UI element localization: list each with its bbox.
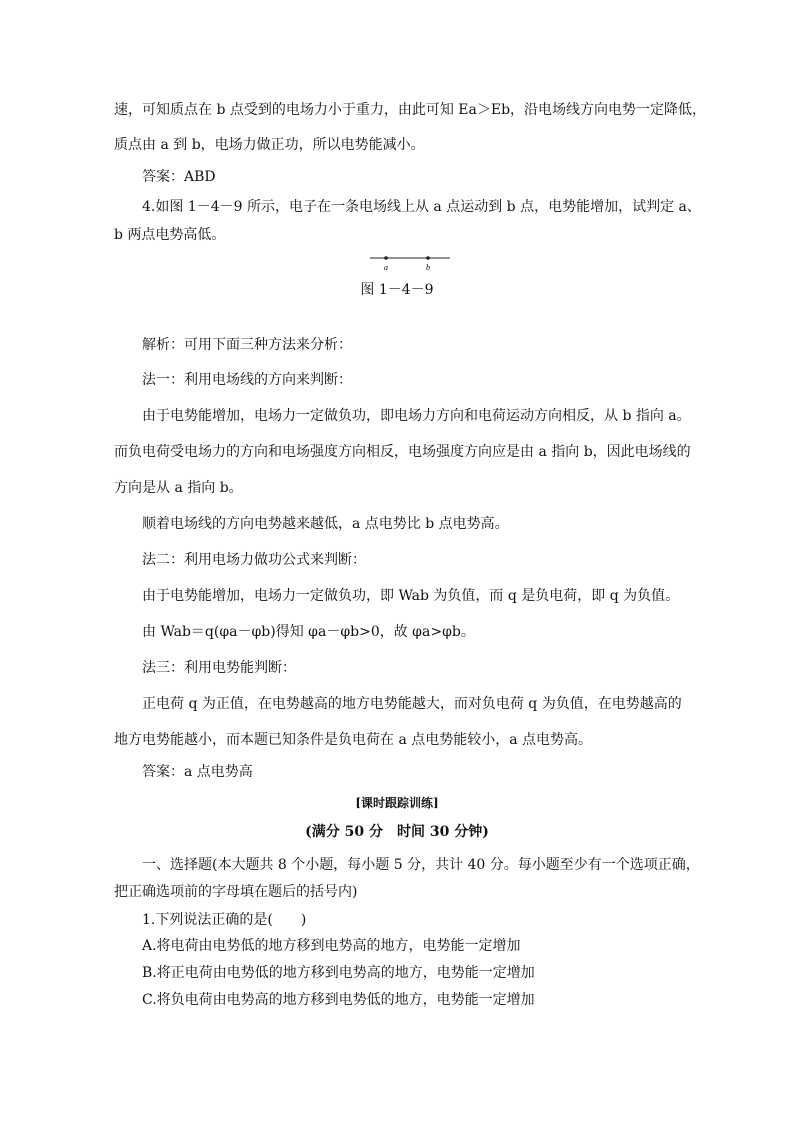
question-4-line: 4.如图 1－4－9 所示，电子在一条电场线上从 a 点运动到 b 点，电势能增加，试判定 a、 bbox=[142, 199, 701, 215]
figure-caption: 图 1－4－9 bbox=[360, 282, 434, 298]
method-heading: 法三：利用电势能判断： bbox=[142, 660, 296, 676]
text-line: 质点由 a 到 b，电场力做正功，所以电势能减小。 bbox=[114, 137, 425, 153]
formula-line: 由 Wab＝q(φa－φb)得知 φa－φb>0，故 φa>φb。 bbox=[142, 624, 475, 640]
analysis-heading: 解析：可用下面三种方法来分析： bbox=[142, 337, 352, 353]
method-heading: 法二：利用电场力做功公式来判断： bbox=[142, 552, 366, 568]
text-line: 地方电势能越小，而本题已知条件是负电荷在 a 点电势能较小，a 点电势高。 bbox=[114, 732, 593, 748]
electric-field-line-figure bbox=[368, 252, 452, 274]
text-line: 由于电势能增加，电场力一定做负功，即 Wab 为负值，而 q 是负电荷，即 q 为负值。 bbox=[142, 588, 680, 604]
method-heading: 法一：利用电场线的方向来判断： bbox=[142, 372, 352, 388]
text-line: 方向是从 a 指向 b。 bbox=[114, 480, 243, 496]
text-line: 而负电荷受电场力的方向和电场强度方向相反，电场强度方向应是由 a 指向 b，因此电场线的 bbox=[114, 444, 691, 460]
text-line: 速，可知质点在 b 点受到的电场力小于重力，由此可知 Ea＞Eb，沿电场线方向电势一定降低， bbox=[114, 102, 707, 118]
text-line: 由于电势能增加，电场力一定做负功，即电场力方向和电荷运动方向相反，从 b 指向 a。 bbox=[142, 408, 691, 424]
text-line: 正电荷 q 为正值，在电势越高的地方电势能越大，而对负电荷 q 为负值，在电势越高的 bbox=[142, 696, 682, 712]
label-a: a bbox=[384, 263, 388, 272]
section-title: [课时跟踪训练] bbox=[355, 796, 439, 810]
question-1-stem: 1.下列说法正确的是( ) bbox=[142, 912, 307, 928]
point-b bbox=[426, 256, 430, 260]
text-line: 顺着电场线的方向电势越来越低，a 点电势比 b 点电势高。 bbox=[142, 516, 509, 532]
answer-line: 答案：a 点电势高 bbox=[142, 764, 253, 780]
label-b: b bbox=[426, 263, 430, 272]
point-a bbox=[384, 256, 388, 260]
answer-line: 答案：ABD bbox=[142, 169, 216, 185]
section-instructions: 一、选择题(本大题共 8 个小题，每小题 5 分，共计 40 分。每小题至少有一个选项正确， bbox=[142, 857, 700, 873]
question-4-line: b 两点电势高低。 bbox=[114, 227, 226, 243]
option-c: C.将负电荷由电势高的地方移到电势低的地方，电势能一定增加 bbox=[142, 992, 535, 1008]
option-b: B.将正电荷由电势低的地方移到电势高的地方，电势能一定增加 bbox=[142, 965, 535, 981]
section-subtitle: (满分 50 分 时间 30 分钟) bbox=[305, 824, 489, 840]
section-instructions: 把正确选项前的字母填在题后的括号内) bbox=[114, 884, 358, 900]
option-a: A.将电荷由电势低的地方移到电势高的地方，电势能一定增加 bbox=[142, 938, 521, 954]
